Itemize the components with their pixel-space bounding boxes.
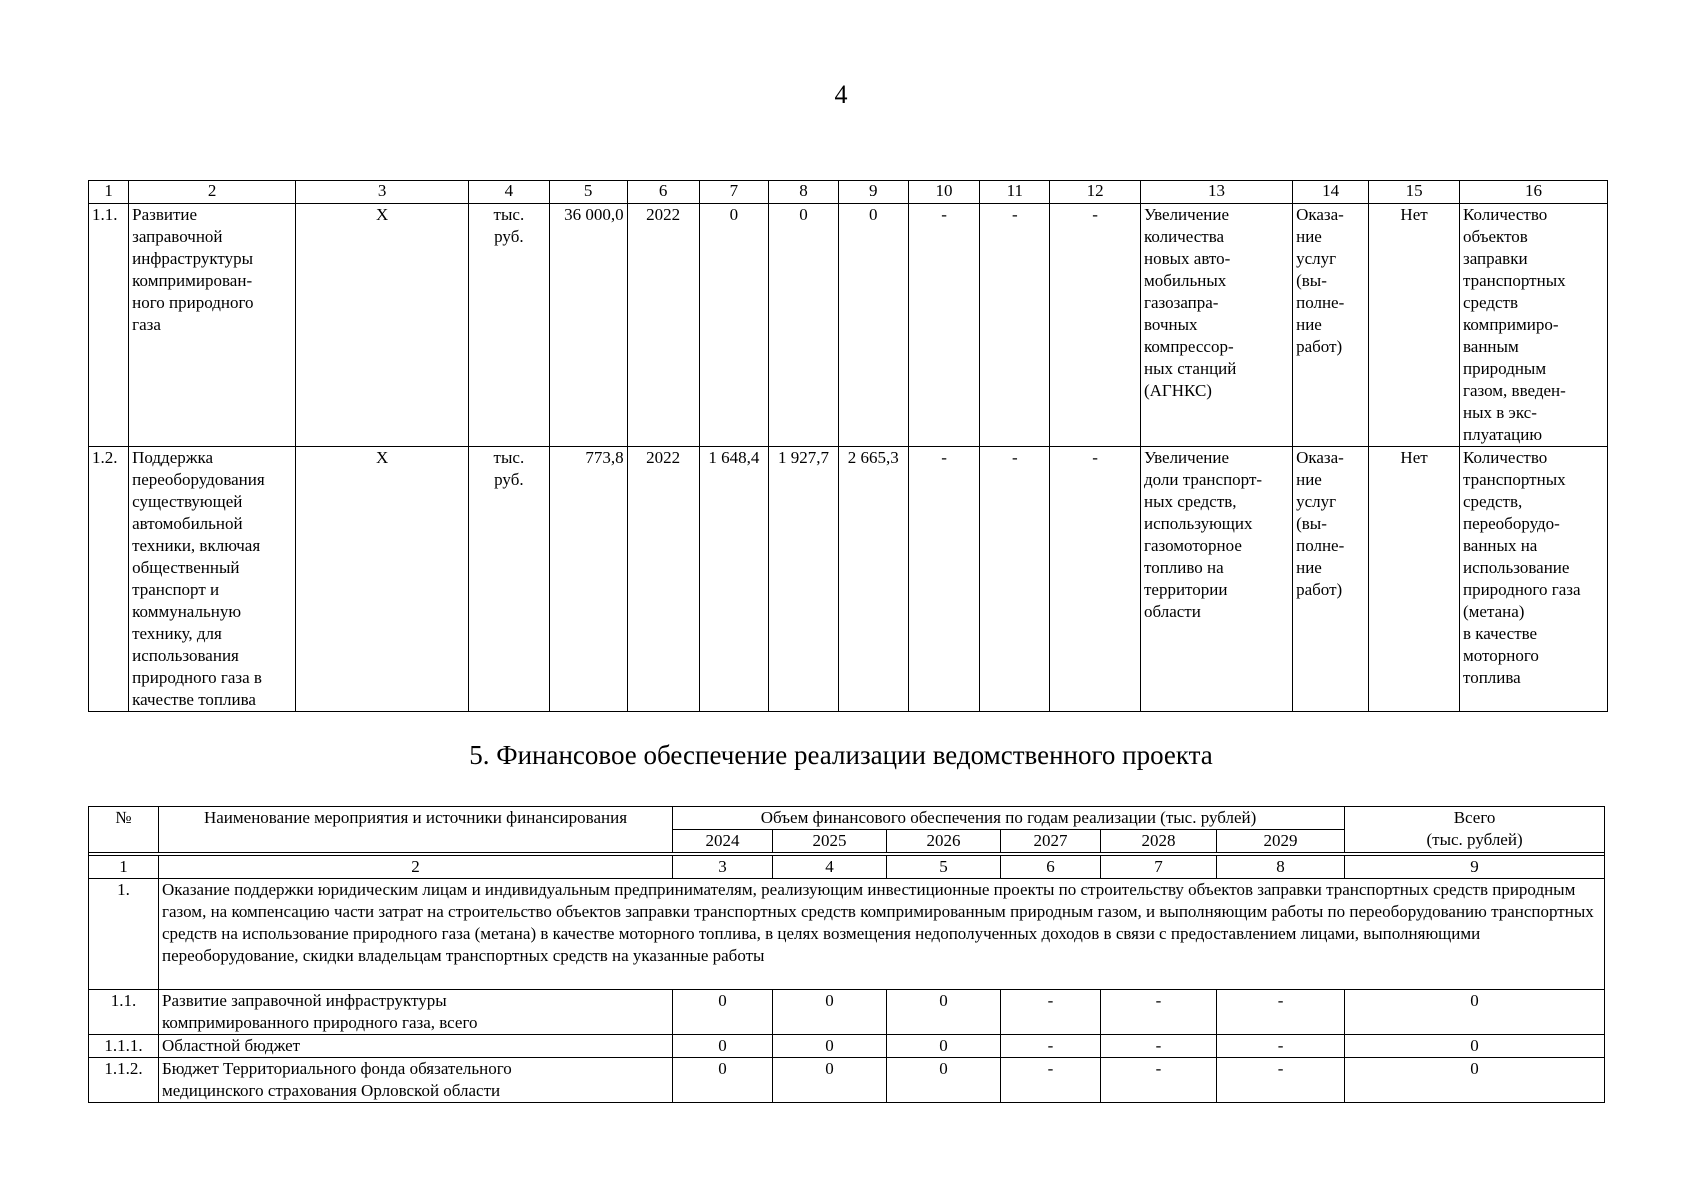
year-header: 2024 [673,830,773,853]
source-name: Бюджет Территориального фонда обязательного медицинского страхования Орловской области [159,1058,673,1103]
value-cell: 0 [773,1058,887,1103]
header-cell: 13 [1140,181,1292,204]
column-number: 7 [1101,856,1217,879]
value-cell: 0 [887,1058,1001,1103]
header-cell: 4 [469,181,549,204]
type-text: Оказа- ние услуг (вы- полне- ние работ) [1293,204,1369,447]
indicator-text: Количество объектов заправки транспортных средств компримиро- ванным природным газом, введен- ных в экс- плуатацию [1459,204,1607,447]
base-year: 2022 [627,447,699,712]
column-number: 1 [89,856,159,879]
row-number: 1.1.2. [89,1058,159,1103]
table-row [89,204,1608,447]
row-number: 1.2. [89,447,129,712]
col-volume-header: Объем финансового обеспечения по годам реализации (тыс. рублей) [673,807,1345,830]
table-row [89,447,1608,712]
col-name-header: Наименование мероприятия и источники финансирования [159,807,673,853]
value-cell: 1 648,4 [699,447,769,712]
flag-cell: Нет [1369,204,1460,447]
value-cell: - [1050,447,1141,712]
year-header: 2029 [1217,830,1345,853]
measure-name: Поддержка переоборудования существующей автомобильной техники, включая общественный транспорт и коммунальную технику, для использования природного газа в качестве топлива [129,447,296,712]
year-header: 2028 [1101,830,1217,853]
page-number: 4 [834,80,848,109]
column-number: 4 [773,856,887,879]
value-cell: - [1050,204,1141,447]
table-row [89,1035,1605,1058]
measure-name: Развитие заправочной инфраструктуры компримирован- ного природного газа [129,204,296,447]
value-cell: - [908,447,980,712]
row-number: 1.1.1. [89,1035,159,1058]
row-number: 1. [89,879,159,990]
cell-col3: Х [296,447,469,712]
value-cell: - [1217,1035,1345,1058]
base-value: 36 000,0 [549,204,627,447]
base-year: 2022 [627,204,699,447]
value-cell: - [1001,990,1101,1035]
column-number: 5 [887,856,1001,879]
activity-description: Оказание поддержки юридическим лицам и индивидуальным предпринимателям, реализующим инвестиционные проекты по строительству объектов заправки транспортных средств природным газом, на компенсацию части затрат на строительство объектов заправки транспортных средств компримированным природным газом, и выполняющим работы по переоборудованию транспортных средств на использование природного газа (метана) в качестве моторного топлива, в целях возмещения недополученных доходов в связи с предоставлением лицами, выполняющими переоборудование, скидки владельцам транспортных средств на указанные работы [159,879,1605,990]
header-cell: 5 [549,181,627,204]
value-cell: - [980,204,1050,447]
value-cell: - [908,204,980,447]
source-name: Развитие заправочной инфраструктуры компримированного природного газа, всего [159,990,673,1035]
value-cell: - [1001,1058,1101,1103]
row-number: 1.1. [89,990,159,1035]
column-number: 6 [1001,856,1101,879]
result-text: Увеличение количества новых авто- мобильных газозапра- вочных компрессор- ных станций (АГНКС) [1140,204,1292,447]
header-cell: 8 [769,181,839,204]
type-text: Оказа- ние услуг (вы- полне- ние работ) [1293,447,1369,712]
value-cell: - [1217,990,1345,1035]
value-cell: 0 [838,204,908,447]
value-cell: 0 [773,1035,887,1058]
value-cell: 0 [699,204,769,447]
source-name: Областной бюджет [159,1035,673,1058]
value-cell: - [1217,1058,1345,1103]
header-cell: 12 [1050,181,1141,204]
header-cell: 2 [129,181,296,204]
value-cell: 1 927,7 [769,447,839,712]
header-cell: 14 [1293,181,1369,204]
column-number: 3 [673,856,773,879]
header-cell: 7 [699,181,769,204]
value-cell: 0 [673,1035,773,1058]
flag-cell: Нет [1369,447,1460,712]
value-cell: 2 665,3 [838,447,908,712]
cell-col3: Х [296,204,469,447]
base-value: 773,8 [549,447,627,712]
header-cell: 1 [89,181,129,204]
year-header: 2027 [1001,830,1101,853]
value-cell: 0 [887,1035,1001,1058]
unit: тыс. руб. [469,447,549,712]
value-cell: - [1001,1035,1101,1058]
header-cell: 16 [1459,181,1607,204]
header-cell: 11 [980,181,1050,204]
year-header: 2026 [887,830,1001,853]
header-cell: 6 [627,181,699,204]
col-total-header: Всего (тыс. рублей) [1345,807,1605,853]
measures-table [88,180,1608,712]
value-cell: 0 [673,990,773,1035]
col-number-header: № [89,807,159,853]
header-cell: 3 [296,181,469,204]
header-cell: 15 [1369,181,1460,204]
value-cell: 0 [887,990,1001,1035]
result-text: Увеличение доли транспорт- ных средств, использующих газомоторное топливо на территории области [1140,447,1292,712]
value-cell: 0 [673,1058,773,1103]
financing-table [88,806,1605,1103]
table-row [89,1058,1605,1103]
value-cell: - [1101,990,1217,1035]
row-number: 1.1. [89,204,129,447]
value-cell: - [1101,1058,1217,1103]
value-cell: - [980,447,1050,712]
column-number: 9 [1345,856,1605,879]
total-cell: 0 [1345,1035,1605,1058]
table-header-row [89,807,1605,830]
year-header: 2025 [773,830,887,853]
section-title: 5. Финансовое обеспечение реализации ведомственного проекта [469,740,1213,770]
column-number: 2 [159,856,673,879]
value-cell: - [1101,1035,1217,1058]
column-number: 8 [1217,856,1345,879]
column-number-row [89,856,1605,879]
table-row [89,879,1605,990]
value-cell: 0 [773,990,887,1035]
unit: тыс. руб. [469,204,549,447]
indicator-text: Количество транспортных средств, переоборудо- ванных на использование природного газа (метана) в качестве моторного топлива [1459,447,1607,712]
total-cell: 0 [1345,1058,1605,1103]
value-cell: 0 [769,204,839,447]
total-cell: 0 [1345,990,1605,1035]
table-row [89,990,1605,1035]
header-cell: 9 [838,181,908,204]
table-header-row [89,181,1608,204]
header-cell: 10 [908,181,980,204]
